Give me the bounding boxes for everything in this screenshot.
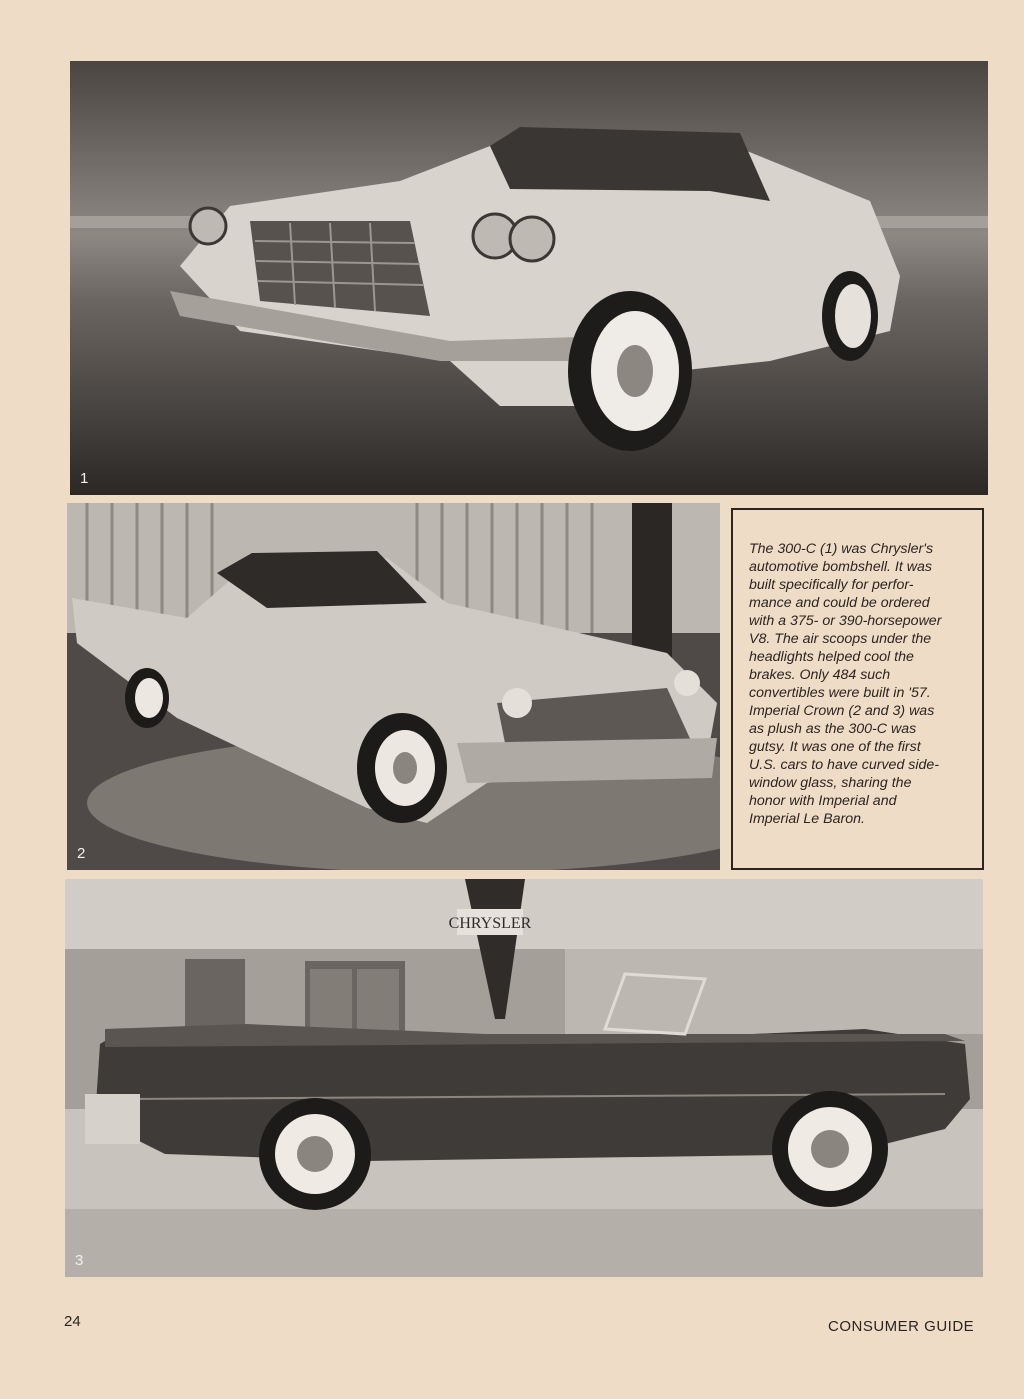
page-number: 24 [64,1313,81,1330]
photo-3-image [65,879,983,1277]
caption-line: honor with Imperial and [749,793,897,809]
caption-text [749,540,970,828]
caption-line: Imperial Le Baron. [749,811,865,827]
caption-line: The 300-C (1) was Chrysler's [749,541,934,557]
caption-line: gutsy. It was one of the first [749,739,921,755]
caption-line: convertibles were built in '57. [749,685,931,701]
caption-line: U.S. cars to have curved side- [749,757,940,773]
caption-line: built specifically for perfor- [749,577,914,593]
caption-line: headlights helped cool the [749,649,914,665]
photo-1-number: 1 [80,470,89,487]
photo-2-number: 2 [77,845,86,862]
caption-line: Imperial Crown (2 and 3) was [749,703,935,719]
photo-3-number: 3 [75,1252,84,1269]
caption-line: brakes. Only 484 such [749,667,891,683]
caption-line: automotive bombshell. It was [749,559,932,575]
caption-box [731,508,984,870]
photo-2-image [67,503,720,870]
caption-line: mance and could be ordered [749,595,930,611]
publication-name: CONSUMER GUIDE [828,1318,975,1335]
photo-imperial-crown-convertible [65,879,983,1277]
photo-imperial-crown-hardtop [67,503,720,870]
caption-line: with a 375- or 390-horsepower [749,613,942,629]
chrysler-sign: CHRYSLER [448,915,532,932]
caption-line: window glass, sharing the [749,775,912,791]
photo-1-image [70,61,988,495]
photo-chrysler-300c [70,61,988,495]
caption-line: as plush as the 300-C was [749,721,917,737]
caption-line: V8. The air scoops under the [749,631,932,647]
